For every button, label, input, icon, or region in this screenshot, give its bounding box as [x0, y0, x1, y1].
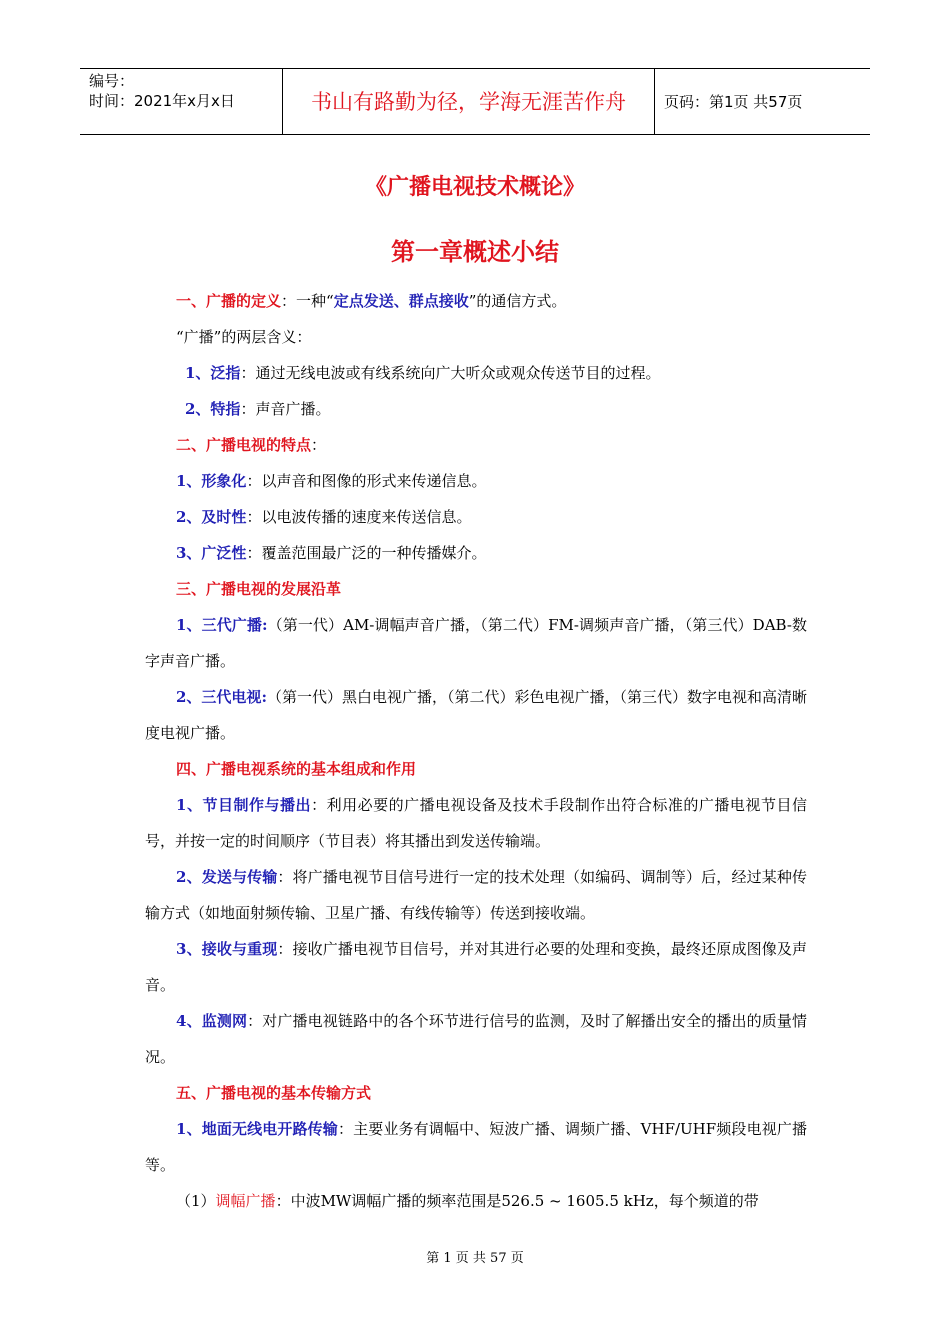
list-item	[145, 1111, 807, 1183]
document-title: 《广播电视技术概论》	[364, 175, 585, 200]
section-heading-line	[145, 1075, 807, 1111]
section-heading-line	[145, 751, 807, 787]
list-item	[145, 679, 807, 751]
item-text: ：覆盖范围最广泛的一种传播媒介。	[246, 544, 487, 562]
section-heading-line	[145, 571, 807, 607]
item-text: ：接收广播电视节目信号，并对其进行必要的处理和变换，最终还原成图像及声音。	[145, 940, 807, 994]
list-item	[145, 535, 807, 571]
item-key: 4、监测网	[176, 1012, 248, 1030]
section-heading: 三、广播电视的发展沿革	[176, 580, 342, 598]
item-key: 1、地面无线电开路传输	[176, 1120, 338, 1138]
item-key: 2、特指	[185, 400, 241, 418]
item-text: ：对广播电视链路中的各个环节进行信号的监测，及时了解播出安全的播出的质量情况。	[145, 1012, 807, 1066]
section-heading: 二、广播电视的特点	[176, 436, 312, 454]
section-heading: 五、广播电视的基本传输方式	[176, 1084, 372, 1102]
sub-list-item	[145, 1183, 807, 1219]
item-text: ：将广播电视节目信号进行一定的技术处理（如编码、调制等）后，经过某种传输方式（如地面射频传输、卫星广播、有线传输等）传送到接收端。	[145, 868, 807, 922]
section-heading: 一、广播的定义	[176, 292, 282, 310]
list-item	[145, 1003, 807, 1075]
list-item	[145, 355, 807, 391]
item-key: 3、接收与重现	[176, 940, 278, 958]
list-item	[145, 859, 807, 931]
text: ”的通信方式。	[468, 292, 567, 310]
item-text: ：以声音和图像的形式来传递信息。	[246, 472, 487, 490]
item-text: ：主要业务有调幅中、短波广播、调频广播、VHF/UHF频段电视广播等。	[145, 1120, 807, 1174]
motto: 书山有路勤为径，学海无涯苦作舟	[283, 69, 655, 135]
item-text: ：通过无线电波或有线系统向广大听众或观众传送节目的过程。	[240, 364, 661, 382]
item-key: 2、三代电视:	[176, 688, 267, 706]
item-text: ：利用必要的广播电视设备及技术手段制作出符合标准的广播电视节目信号，并按一定的时间顺序（节目表）将其播出到发送传输端。	[145, 796, 807, 850]
paragraph: “广播”的两层含义：	[176, 328, 312, 346]
list-item	[145, 787, 807, 859]
list-item	[145, 931, 807, 1003]
emphasis: 定点发送、群点接收	[333, 292, 469, 310]
item-text: ：声音广播。	[240, 400, 331, 418]
text: ：一种“	[281, 292, 334, 310]
item-key: 1、节目制作与播出	[176, 796, 312, 814]
item-text: ：以电波传播的速度来传送信息。	[246, 508, 472, 526]
definition-paragraph	[145, 283, 807, 319]
item-key: 3、广泛性	[176, 544, 247, 562]
time-label: 时间：2021年x月x日	[89, 92, 235, 110]
document-body	[145, 283, 807, 1219]
chapter-title: 第一章概述小结	[391, 238, 559, 266]
section-heading-line	[145, 427, 807, 463]
sub-item-number: （1）	[176, 1192, 216, 1210]
item-key: 1、形象化	[176, 472, 247, 490]
page-header	[80, 68, 870, 135]
header-meta-cell	[80, 69, 283, 135]
list-item	[145, 463, 807, 499]
page-indicator: 页码：第1页 共57页	[664, 93, 803, 111]
list-item	[145, 499, 807, 535]
item-key: 2、及时性	[176, 508, 247, 526]
section-heading: 四、广播电视系统的基本组成和作用	[176, 760, 417, 778]
item-text: （第一代）AM-调幅声音广播，（第二代）FM-调频声音广播，（第三代）DAB-数字声音广播。	[145, 616, 807, 670]
item-key: 2、发送与传输	[176, 868, 278, 886]
item-key: 1、泛指	[185, 364, 241, 382]
item-key: 1、三代广播:	[176, 616, 268, 634]
page-footer: 第 1 页 共 57 页	[426, 1251, 524, 1266]
list-item	[145, 391, 807, 427]
text: ：	[311, 436, 327, 454]
item-text: （第一代）黑白电视广播，（第二代）彩色电视广播，（第三代）数字电视和高清晰度电视广播。	[145, 688, 807, 742]
number-label: 编号：	[89, 72, 135, 90]
sub-item-key: 调幅广播	[215, 1192, 276, 1210]
sub-item-text: ：中波MW调幅广播的频率范围是526.5 ~ 1605.5 kHz，每个频道的带	[275, 1192, 759, 1210]
list-item	[145, 607, 807, 679]
